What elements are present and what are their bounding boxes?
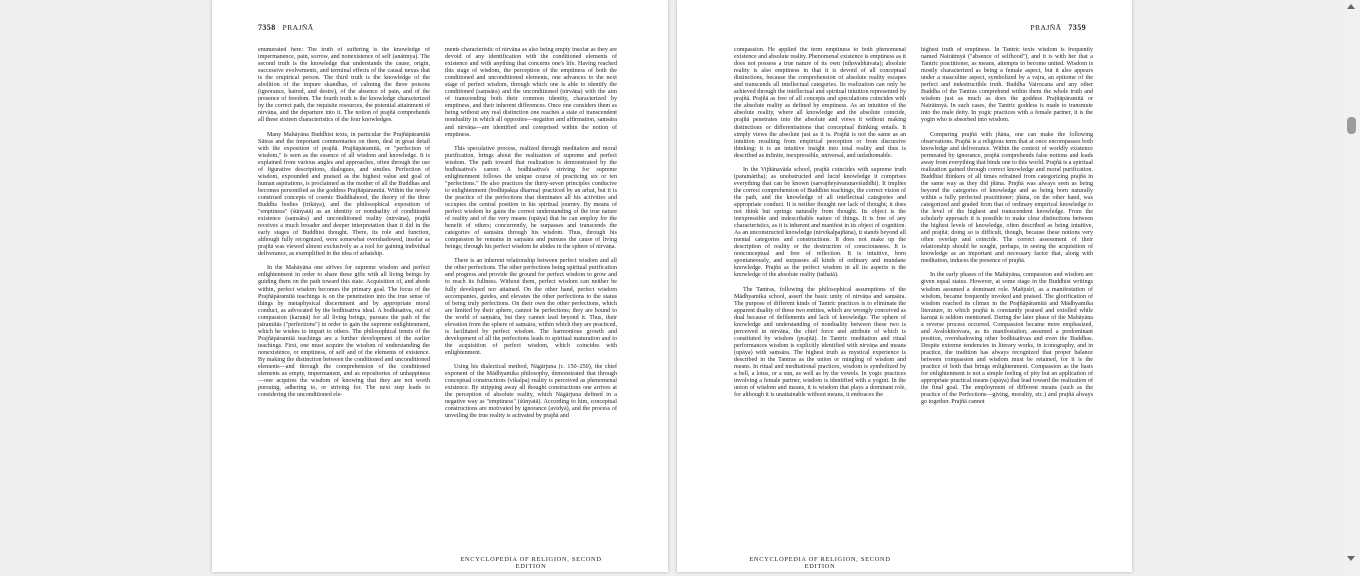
paragraph: Using his dialectical method, Nāgārjuna (c. 150–250), the chief exponent of the Mādhyamika philosophy, demonstrated that through conceptual constructions (vikalpa) reality is perceived as phenomenal existence. By stripping away all thought constructions one arrives at the perception of absolute reality, which Nāgārjuna defined in a negative way as "emptiness" (śūnyatā). According to him, conceptual constructions are motivated by ignorance (avidyā), and the process of unveiling the true reality is activated by prajñā and [445, 363, 617, 420]
running-title-left: PRAJÑĀ [282, 23, 314, 32]
running-title-right: PRAJÑĀ [1030, 23, 1062, 32]
paragraph: There is an inherent relationship between perfect wisdom and all the other perfections. The other perfections being spiritual purification and progress and provide the ground for perfect wisdom to grow and to reach its fullness. Without them, perfect wisdom can neither be fully developed nor attained. On the other hand, perfect wisdom accompanies, guides, and elevates the other perfections to the status of being truly perfections. On their own the other perfections, which are limited by their sphere, cannot be perfections; they are bound to the world of saṃsāra, but they cannot lead beyond it. Thus, their elevation from the sphere of saṃsāra, within which they are practiced, is facilitated by perfect wisdom. The harmonious growth and development of all the perfections leads to spiritual maturation and to the acquisition of perfect wisdom, which coincides with enlightenment. [445, 258, 617, 356]
document-page-right [677, 0, 1132, 572]
paragraph: In the Mahāyāna one strives for supreme wisdom and perfect enlightenment in order to share these gifts with all living beings by guiding them on the path toward this state. Acquisition of, and abode within, perfect wisdom becomes the primary goal. The focus of the Prajñāpāramitā teachings is on the penetration into the true sense of things by metaphysical discernment and by appropriate moral conduct, as advocated by the bodhisattva ideal. A bodhisattva, out of compassion (karuṇā) for all living beings, pursues the path of the pāramitās ("perfections") in order to gain the supreme enlightenment, which he wishes to impart to others. The philosophical tenets of the Prajñāpāramitā teachings are a further development of the earlier teachings. First, one must acquire the wisdom of understanding the nonexistence, or emptiness, of self and of the elements of existence. By making the distinction between the conditioned and unconditioned elements—and through the comprehension of the conditioned elements as empty, impermanent, and as repositories of unhappiness—one acquires the wisdom of knowing that they are not worth pursuing, adhering to, or striving for. The next step leads to considering the unconditioned ele- [258, 265, 430, 399]
text-column-left-2 [445, 47, 617, 543]
running-head-left [258, 23, 314, 32]
paragraph: This speculative process, realized through meditation and moral purification, brings about the realization of supreme and perfect wisdom. The path toward that realization is demonstrated by the bodhisattva's career. A bodhisattva's striving for supreme enlightenment follows the unique course of practicing six or ten "perfections." He also practices the thirty-seven principles conducive to enlightenment (bodhipakṣa dharma) practiced by an arhat, but it is the practice of the perfections that dominates all his activities and occupies the central position in his spiritual journey. By means of perfect wisdom he gains the correct understanding of the true nature of reality and of the very means (upāya) that he can employ for the benefit of others; concurrently, he surpasses and transcends the categories of saṃsāra through his wisdom. Thus, through his compassion he remains in saṃsāra and pursues the cause of living beings; through his perfect wisdom he abides in the sphere of nirvāṇa. [445, 145, 617, 251]
page-footer-left: ENCYCLOPEDIA OF RELIGION, SECOND EDITION [460, 556, 602, 570]
paragraph: In the early phases of the Mahāyāna, compassion and wisdom are given equal status. However, at some stage in the Buddhist writings wisdom assumed a dominant role. Mañjuśrī, as a manifestation of wisdom, became frequently invoked and praised. The glorification of wisdom reached its climax in the Prajñāpāramitā and Mādhyamika literature, in which prajñā is constantly praised and extolled while karuṇā is seldom mentioned. During the later phase of the Mahāyāna a reverse process occurred. Compassion became more emphasized, and Avalokiteśvara, as its manifestation, assumed a predominant position, overshadowing other bodhisattvas and even the Buddhas. Despite extreme tendencies in literary works, in iconography, and in practice, the tradition has always recognized that proper balance between compassion and wisdom must be retained, for it is the practice of both that brings enlightenment. Compassion as the basis for enlightenment is not a simple feeling of pity but an application of appropriate practical means (upāya) that lead toward the realization of the final goal. The employment of different means (such as the practice of the Perfections—giving, morality, etc.) and prajñā always go together. Prajñā cannot [921, 272, 1093, 406]
text-column-left-1 [258, 47, 430, 543]
scroll-up-arrow-icon[interactable] [1347, 4, 1355, 9]
paragraph: ments characteristic of nirvāṇa as also being empty insofar as they are devoid of any identification with the conditioned elements of existence and with anything that concerns one's life. Having reached this stage of wisdom, the perception of the emptiness of both the conditioned and unconditioned elements, one advances to the next stage of perfect wisdom, through which one is able to identify the conditioned (saṃsāra) and the unconditioned (nirvāṇa) with the aim of transcending both their common identity, characterized by emptiness, and their inherent differences. Once one considers them as being without any real distinction one reaches a state of transcendent nonduality in which all opposites—negation and affirmation, saṃsāra and nirvāṇa—are identified and comprised within the notion of emptiness. [445, 47, 617, 138]
paragraph: highest truth of emptiness. In Tantric texts wisdom is frequently named Nairātmyā ("absence of selfhood"), and it is with her that a Tantric practitioner, as means, attempts to become united. Wisdom is mostly characterized as being a female aspect, but it also appears under a masculine aspect, symbolized by a vajra, an epitome of the perfect and indestructible truth. Buddha Vairocana and any other Buddha of the Tantras comprehend within them the whole truth and wisdom just as much as does the goddess Prajñāpāramitā or Nairātmyā. In such cases, the Tantric goddess is made to transmute into the male deity. In yogic practices with a female partner, it is the yogin who is absorbed into wisdom. [921, 47, 1093, 124]
text-column-right-2 [921, 47, 1093, 543]
running-head-right [1030, 23, 1086, 32]
paragraph: The Tantras, following the philosophical assumptions of the Mādhyamika school, assert the basic unity of nirvāṇa and saṃsāra. The purpose of different kinds of Tantric practices is to eliminate the apparent duality of these two entities, which are wrongly conceived as dual because of defilements and lack of knowledge. The sphere of knowledge and understanding of nonduality between these two is perceived in nirvāṇa, the chief force and attribute of which is constituted by wisdom (prajñā). In Tantric meditation and ritual performances wisdom is explicitly identified with nirvāṇa and means (upāya) with saṃsāra. The highest truth as mystical experience is described in the Tantras as the union or mingling of wisdom and means. In ritual and meditational practices, wisdom is symbolized by a bell, a lotus, or a sun, as well as by the vowels. In yogic practices involving a female partner, wisdom is identified with a yoginī. In the union of wisdom and means, it is wisdom that plays a dominant role, for although it is unattainable without means, it embraces the [734, 286, 906, 399]
page-number-right: 7359 [1068, 23, 1086, 32]
paragraph: Many Mahāyāna Buddhist texts, in particular the Prajñāpāramitā Sūtras and the important commentaries on them, deal in great detail with the exposition of prajñā. Prajñāpāramitā, or "perfection of wisdom," is seen as the essence of all wisdom and knowledge. It is explained from various angles and approaches, often through the use of figurative descriptions, dialogues, and similes. Perfection of wisdom, expounded and praised as the highest value and goal of human aspirations, is proclaimed as the mother of all the Buddhas and becomes personified as the goddess Prajñāpāramitā. Within the newly construed concepts of cosmic Buddhahood, the theory of the three Buddha bodies (trikāya), and the philosophical exposition of "emptiness" (śūnyatā) as an identity or nonduality of conditioned existence (saṃsāra) and unconditioned reality (nirvāṇa), prajñā receives a much broader and deeper interpretation than it did in the early stages of Buddhist thought. There, its role and function, although fully recognized, were somewhat overshadowed, insofar as prajñā was viewed almost exclusively as a tool for gaining individual deliverance, as exemplified in the idea of arhatship. [258, 131, 430, 258]
text-column-right-1 [734, 47, 906, 543]
paragraph: enumerated here: The truth of suffering is the knowledge of impermanence, pain, sorrow, and nonexistence of self (anātmya). The second truth is the knowledge that understands the cause, origin, successive evolvements, and terminal effects of the causal nexus that is the empirical person. The third truth is the knowledge of the abolition of the impure skandhas, of calming the three poisons (ignorance, hatred, and desire), of the absence of pain, and of the presence of freedom. The fourth truth is the knowledge characterized by the correct path, the requisite resources, the potential attainment of nirvāṇa, and the departure into it. The notion of prajñā comprehends all these sixteen characteristics of the four knowledges. [258, 47, 430, 124]
scrollbar-thumb[interactable] [1347, 117, 1356, 134]
paragraph: Comparing prajñā with jñāna, one can make the following observations. Prajñā is a religious term that at once encompasses both knowledge and deliverance. Within the context of worldly existence permeated by ignorance, prajñā comprehends false notions and leads away from everything that binds one to this world. Prajñā is a spiritual realization gained through correct knowledge and moral purification. Buddhist thinkers of all times refrained from categorizing prajñā in the same way as they did jñāna. Prajñā was always seen as being beyond the categories of knowledge and as being born naturally within a fully perfected practitioner; jñāna, on the other hand, was categorized and graded from that of ordinary empirical knowledge to the level of the highest and transcendent knowledge. From the scholarly approach it is possible to make clear distinctions between the highest levels of knowledge, often described as being intuitive, and prajñā; doing so is difficult, though, because these notions very often overlap and coincide. The correct assessment of their relationship should be sought, perhaps, in seeing the acquisition of knowledge as an important and necessary factor that, along with meditation, induces the presence of prajñā. [921, 131, 1093, 265]
scroll-down-arrow-icon[interactable] [1347, 556, 1355, 561]
vertical-scrollbar[interactable] [1343, 0, 1360, 576]
paragraph: compassion. He applied the term emptiness to both phenomenal existence and absolute reality. Phenomenal existence is emptiness as it does not possess a true nature of its own (niḥsvabhāvata); absolute reality is also emptiness in that it is devoid of all conceptual distinctions, because the comprehension of absolute reality escapes and transcends all intellectual categories. Its realization can only be achieved through the intellectual and spiritual intuition represented by prajñā. Prajñā as free of all concepts and speculations coincides with the absolute reality as defined by emptiness. As an intuition of the absolute reality, where all knowledge and the absolute coincide, prajñā penetrates into the absolute and views it without making distinctions or differentiations that conceptual thinking entails. It simply views the absolute just as it is. Prajñā is not the same as an intuition resulting from empirical perception or from discursive thinking; it is an intuitive insight into total reality and thus is described as infinite, inexpressible, universal, and unfathomable. [734, 47, 906, 159]
page-footer-right: ENCYCLOPEDIA OF RELIGION, SECOND EDITION [749, 556, 891, 570]
paragraph: In the Vijñānavāda school, prajñā coincides with supreme truth (paramārtha); as unobstructed and lucid knowledge it comprises everything that can be known (sarvajñeyāvaraṇaviśuddhi). It implies the correct comprehension of Buddhist teachings, the correct vision of the path, and the knowledge of all intellectual categories and appropriate conduct. It is neither thought nor lack of thought; it does not think but springs naturally from thought. Its object is the inexpressible and indescribable nature of things. It is free of any characteristics, as it is inherent and manifest in its object of cognition. As an unconstructed knowledge (nirvikalpajñāna), it stands beyond all mental categories and constructions. It does not make up the description of reality or the destruction of consciousness. It is nonconceptual and free of reflection. It is intuitive, born spontaneously, and surpasses all kinds of ordinary and mundane knowledge. Prajñā as the perfect wisdom in all its aspects is the knowledge of the absolute reality (tathatā). [734, 166, 906, 279]
document-page-left [212, 0, 668, 572]
page-number-left: 7358 [258, 23, 276, 32]
